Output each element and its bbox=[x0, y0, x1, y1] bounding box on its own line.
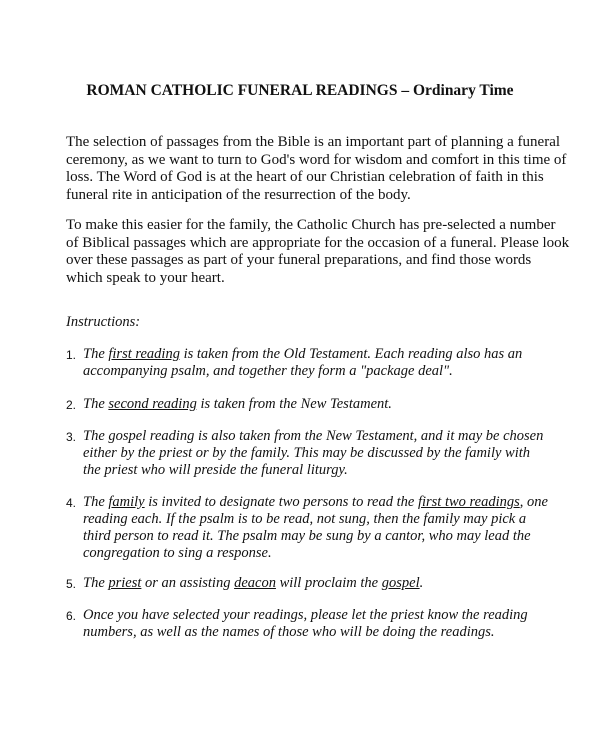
item-text: reading each. If the psalm is to be read, not sung, then the family may pick a bbox=[83, 511, 527, 527]
item-number: 2. bbox=[66, 398, 77, 412]
instruction-item bbox=[66, 607, 528, 641]
text-line: To make this easier for the family, the Catholic Church has pre-selected a number bbox=[66, 217, 556, 233]
item-line bbox=[83, 607, 528, 624]
instruction-item bbox=[66, 396, 392, 413]
item-text: third person to read it. The psalm may be sung by a cantor, who may lead the bbox=[83, 528, 531, 544]
underlined-term: family bbox=[108, 494, 145, 510]
item-line bbox=[83, 462, 543, 479]
instruction-item bbox=[66, 575, 423, 592]
item-text: will proclaim the bbox=[275, 575, 382, 591]
underlined-term: first two readings bbox=[417, 494, 520, 510]
text-line: over these passages as part of your funeral preparations, and find those words bbox=[66, 252, 532, 268]
underlined-term: first reading bbox=[108, 346, 180, 362]
item-text: The bbox=[83, 346, 109, 362]
instruction-item bbox=[66, 494, 548, 562]
item-text: , one bbox=[519, 494, 548, 510]
item-line bbox=[83, 445, 543, 462]
item-number: 1. bbox=[66, 348, 77, 362]
item-line bbox=[83, 428, 543, 445]
item-text: Once you have selected your readings, please let the priest know the reading bbox=[83, 607, 528, 623]
item-line bbox=[83, 528, 548, 545]
item-line bbox=[83, 545, 548, 562]
item-number: 3. bbox=[66, 430, 77, 444]
text-line: The selection of passages from the Bible is an important part of planning a funeral bbox=[66, 134, 561, 150]
underlined-term: gospel bbox=[381, 575, 420, 591]
item-text: . bbox=[419, 575, 424, 591]
item-text: The bbox=[83, 575, 109, 591]
item-number: 5. bbox=[66, 577, 77, 591]
text-line: which speak to your heart. bbox=[66, 269, 225, 286]
item-text: The bbox=[83, 396, 109, 412]
item-line bbox=[83, 511, 548, 528]
item-number: 6. bbox=[66, 609, 77, 623]
document-title: ROMAN CATHOLIC FUNERAL READINGS – Ordinary Time bbox=[86, 82, 514, 99]
instruction-item bbox=[66, 346, 522, 380]
family-paragraph bbox=[66, 217, 569, 287]
item-text: is taken from the Old Testament. Each reading also has an bbox=[179, 346, 523, 362]
text-line: of Biblical passages which are appropriate for the occasion of a funeral. Please look bbox=[66, 234, 570, 251]
instructions-heading: Instructions: bbox=[66, 314, 141, 330]
item-number: 4. bbox=[66, 496, 77, 510]
text-line: ceremony, as we want to turn to God's word for wisdom and comfort in this time of bbox=[66, 151, 567, 168]
item-line bbox=[83, 494, 548, 511]
underlined-term: second reading bbox=[108, 396, 197, 412]
item-text: or an assisting bbox=[141, 575, 235, 591]
item-text: is invited to designate two persons to read the bbox=[144, 494, 418, 510]
item-text: accompanying psalm, and together they form a "package deal". bbox=[83, 363, 453, 379]
item-text: congregation to sing a response. bbox=[83, 545, 272, 561]
item-text: The gospel reading is also taken from the New Testament, and it may be chosen bbox=[83, 428, 544, 444]
text-line: funeral rite in anticipation of the resurrection of the body. bbox=[66, 186, 411, 203]
item-text: is taken from the New Testament. bbox=[196, 396, 392, 412]
item-line bbox=[83, 396, 392, 413]
item-text: either by the priest or by the family. This may be discussed by the family with bbox=[83, 445, 531, 461]
item-line bbox=[83, 575, 423, 592]
item-line bbox=[83, 346, 522, 363]
underlined-term: deacon bbox=[234, 575, 276, 591]
item-text: the priest who will preside the funeral liturgy. bbox=[83, 462, 348, 478]
intro-paragraph bbox=[66, 134, 566, 204]
item-line bbox=[83, 363, 522, 380]
instruction-item bbox=[66, 428, 543, 479]
text-line: loss. The Word of God is at the heart of our Christian celebration of faith in this bbox=[66, 169, 544, 185]
item-text: The bbox=[83, 494, 109, 510]
underlined-term: priest bbox=[108, 575, 142, 591]
item-text: numbers, as well as the names of those who will be doing the readings. bbox=[83, 624, 495, 640]
item-line bbox=[83, 624, 528, 641]
